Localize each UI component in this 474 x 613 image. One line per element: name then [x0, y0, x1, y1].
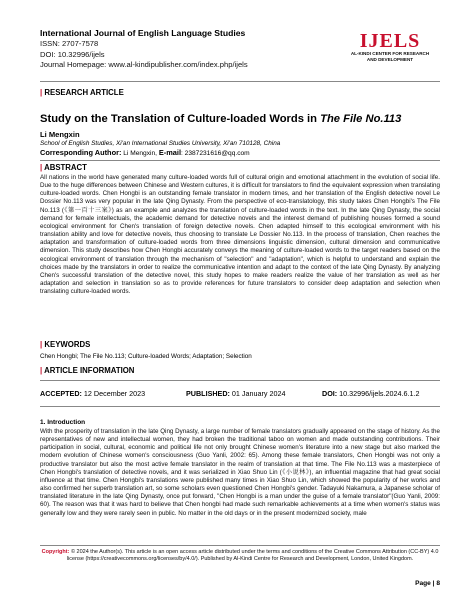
email-label: E-mail — [158, 148, 182, 157]
title-main: Study on the Translation of Culture-loaded Words in — [40, 113, 321, 125]
keywords-heading: | KEYWORDS — [40, 340, 91, 349]
logo-line-1: AL-KINDI CENTER FOR RESEARCH — [350, 51, 430, 56]
page-number: Page | 8 — [415, 580, 440, 587]
published-date: PUBLISHED: 01 January 2024 — [186, 389, 286, 398]
title-italic: The File No.113 — [320, 113, 402, 125]
logo-mark: IJELS — [359, 30, 421, 52]
article-info-heading: | ARTICLE INFORMATION — [40, 366, 135, 375]
journal-title: International Journal of English Language Studies — [40, 28, 246, 38]
keywords-list: Chen Hongbi; The File No.113; Culture-loaded Words; Adaptation; Selection — [40, 353, 252, 360]
article-doi[interactable]: DOI: 10.32996/ijels.2024.6.1.2 — [322, 389, 420, 398]
logo-line-2: AND DEVELOPMENT — [366, 57, 414, 62]
journal-homepage-link[interactable]: Journal Homepage: www.al-kindipublisher.com/index.php/ijels — [40, 60, 248, 70]
author-affiliation: School of English Studies, Xi'an International Studies University, Xi'an 710128, China — [40, 140, 281, 147]
heading-bar: | — [40, 88, 45, 97]
corresponding-label: Corresponding Author: — [40, 148, 122, 157]
journal-header — [40, 28, 340, 71]
article-title — [40, 112, 440, 126]
author-name: Li Mengxin — [40, 130, 80, 139]
introduction-heading: 1. Introduction — [40, 419, 86, 426]
divider — [40, 81, 440, 82]
article-type-heading: | RESEARCH ARTICLE — [40, 88, 124, 97]
abstract-heading: | ABSTRACT — [40, 163, 87, 172]
corresponding-name: Li Mengxin, — [121, 150, 159, 157]
copyright-text: © 2024 the Author(s). This article is an open access article distributed under the terms and conditions of the Creative Commons Attribution (CC-BY) 4.0 license (https://creativecommons.org/licenses/by/4.0/). Published by Al-Kindi Centre for Research and Development, London, United Kingdom. — [66, 549, 439, 563]
divider — [40, 406, 440, 407]
introduction-text: With the prosperity of translation in the late Qing Dynasty, a large number of female translators gradually appeared on the stage of history. As the representatives of new and intellectual women, they had broken the traditional taboo on women and made outstanding contributions. Their participation in social, cultural, economic and political life not only brought Chinese women's literature into a new stage but also marked the modern evolution of Chinese women's consciousness (Guo Yanli, 2002: 65). Among these female translators, Chen Hongbi was not only a productive translator but also the most active female translator in the realm of translation at that time. The File No.113 was a masterpiece of Chen Hongbi's translation of detective novels, and it was serialized in Xiao Shuo Lin (《小说林》), an influential magazine that had great social influence at that time. Chen Hongbi's translations were published many times in Xiao Shuo Lin, which showed the popularity of her works and also confirmed her superb translation art, so some scholars even questioned Chen Hongbi's gender. Tadayuki Nakamura, a Japanese scholar of translated literature in the late Qing Dynasty, once put forward, "Chen Hongbi is a man under the guise of a female translator"(Guo Yanli, 2009: 60). The reason was that it was hard to believe that Chen hongbi had made such remarkable achievements at a time when women's status was generally low and they were rarely seen in public. No matter in the old days or in the present modernized society, male — [40, 428, 440, 517]
email-link[interactable]: : 2387231616@qq.com — [181, 150, 250, 157]
journal-issn: ISSN: 2707-7578 — [40, 39, 99, 48]
accepted-date: ACCEPTED: 12 December 2023 — [40, 389, 146, 398]
divider — [40, 160, 440, 161]
corresponding-author — [40, 149, 250, 158]
divider — [40, 380, 440, 381]
divider — [40, 545, 440, 546]
copyright-notice — [40, 549, 440, 564]
copyright-label: Copyright: — [41, 549, 70, 555]
journal-doi: DOI: 10.32996/ijels — [40, 49, 105, 59]
publisher-logo — [340, 31, 440, 63]
abstract-text: All nations in the world have generated many culture-loaded words full of cultural origin and emotional attachment in the evolution of social life. Due to the huge differences between Chinese and Western cultures, it is difficult for translators to find the equivalent expression when translating culture-loaded words. Chen Hongbi is an outstanding female translator in modern times, and her translation of the English detective novel Le Dossier No.113 was very popular in the late Qing Dynasty. From the perspective of eco-translatology, this study takes Chen Hongbi's The File No.113 (《第一百十三案》) as an example and analyzes the translation of culture-loaded words in the text. In the late Qing Dynasty, the social demand for female intellectuals, the academic demand for detective novels and the interest demand of publishing houses formed a sound ecological environment for Chen's translation of foreign detective novels. Chen adapted himself to this ecological environment with his translation ability and love for detective novels, thus choosing to translate Le Dossier No.113. In the process of translation, Chen reaches the adaptation and transformation of culture-loaded words from three dimensions linguistic dimension, cultural dimension and communicative dimension. This study describes how Chen Hongbi accurately conveys the meaning of culture-loaded words to the target readers based on the ecological environment of translation through the mechanism of "selection" and "adaptation", which is helpful to understand and explain the choices made by the translators in order to realize the communicative intention and adapt to the context of the late Qing Dynasty. By analyzing Chen's successful translation of the detective novel, this study hopes to make readers realize the value of her translation as well as her adaptation and selection in translation so as to provide references for future translators to consider deep adaptation and selection when translating culture-loaded words. — [40, 174, 440, 296]
